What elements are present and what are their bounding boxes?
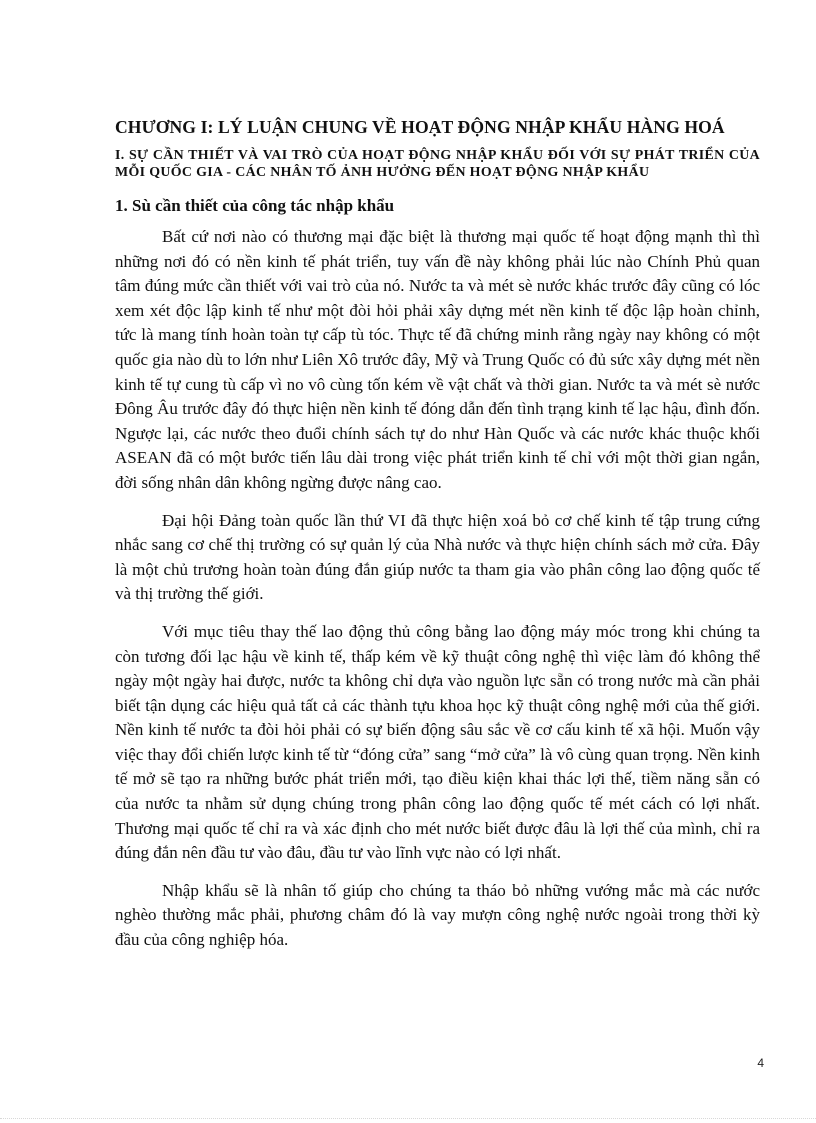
page-bottom-divider [0,1118,816,1119]
paragraph: Đại hội Đảng toàn quốc lần thứ VI đã thực hiện xoá bỏ cơ chế kinh tế tập trung cứng nhắc sang cơ chế thị trường có sự quản lý của Nhà nước và thực hiện chính sách mở cửa. Đây là một chủ trương hoàn toàn đúng đắn giúp nước ta tham gia vào phân công lao động quốc tế và thị trường thế giới. [115,510,760,604]
page-content [115,116,760,966]
subsection-title: 1. Sù cần thiết của công tác nhập khẩu [115,196,395,215]
section-title: I. SỰ CẦN THIẾT VÀ VAI TRÒ CỦA HOẠT ĐỘNG NHẬP KHẨU ĐỐI VỚI SỰ PHÁT TRIỂN CỦA MỖI QUỐC GIA - CÁC NHÂN TỐ ẢNH HƯỞNG ĐẾN HOẠT ĐỘNG NHẬP KHẨU [115,148,760,180]
page-number: 4 [757,1056,764,1070]
paragraph: Nhập khẩu sẽ là nhân tố giúp cho chúng ta tháo bỏ những vướng mắc mà các nước nghèo thường mắc phải, phương châm đó là vay mượn công nghệ nước ngoài trong thời kỳ đầu của công nghiệp hóa. [115,880,760,950]
paragraph: Bất cứ nơi nào có thương mại đặc biệt là thương mại quốc tế hoạt động mạnh thì thì những nơi đó có nền kinh tế phát triển, tuy vấn đề này không phải lúc nào Chính Phủ quan tâm đúng mức cần thiết với vai trò của nó. Nước ta và mét sè nước khác trước đây cũng có lóc xem xét độc lập kinh tế như một đòi hỏi phải xây dựng mét nền kinh tế độc lập hoàn chỉnh, tức là mang tính hoàn toàn tự cấp tù tóc. Thực tế đã chứng minh rằng ngày nay không có một quốc gia nào dù to lớn như Liên Xô trước đây, Mỹ và Trung Quốc có đủ sức xây dựng mét nền kinh tế tự cung tù cấp vì no vô cùng tốn kém về vật chất và thời gian. Nước ta và mét sè nước Đông Âu trước đây đó thực hiện nền kinh tế đóng dẫn đến tình trạng kinh tế lạc hậu, đình đốn. Ngược lại, các nước theo đuổi chính sách tự do như Hàn Quốc và các nước khác thuộc khối ASEAN đã có một bước tiến lâu dài trong việc phát triển kinh tế chỉ với một thời gian ngắn, đời sống nhân dân không ngừng được nâng cao. [115,227,760,492]
paragraph: Với mục tiêu thay thế lao động thủ công bằng lao động máy móc trong khi chúng ta còn tương đối lạc hậu về kinh tế, thấp kém về kỹ thuật công nghệ thì việc làm đó không thể ngày một ngày hai được, nước ta không chỉ dựa vào nguồn lực sẵn có trong nước mà cần phải biết tận dụng các hiệu quả tất cả các thành tựu khoa học kỹ thuật công nghệ mới của thế giới. Nền kinh tế nước ta đòi hỏi phải có sự biến động sâu sắc về cơ cấu kinh tế xã hội. Muốn vậy việc thay đổi chiến lược kinh tế từ “đóng cửa” sang “mở cửa” là vô cùng quan trọng. Nền kinh tế mở sẽ tạo ra những bước phát triển mới, tạo điều kiện khai thác lợi thế, tiềm năng sẵn có của nước ta nhằm sử dụng chúng trong phân công lao động quốc tế mét cách có lợi nhất. Thương mại quốc tế chỉ ra và xác định cho mét nước biết được đâu là lợi thế của mình, chỉ ra đúng đắn nên đầu tư vào đâu, đầu tư vào lĩnh vực nào có lợi nhất. [115,621,760,863]
chapter-title: CHƯƠNG I: LÝ LUẬN CHUNG VỀ HOẠT ĐỘNG NHẬP KHẨU HÀNG HOÁ [115,117,725,137]
